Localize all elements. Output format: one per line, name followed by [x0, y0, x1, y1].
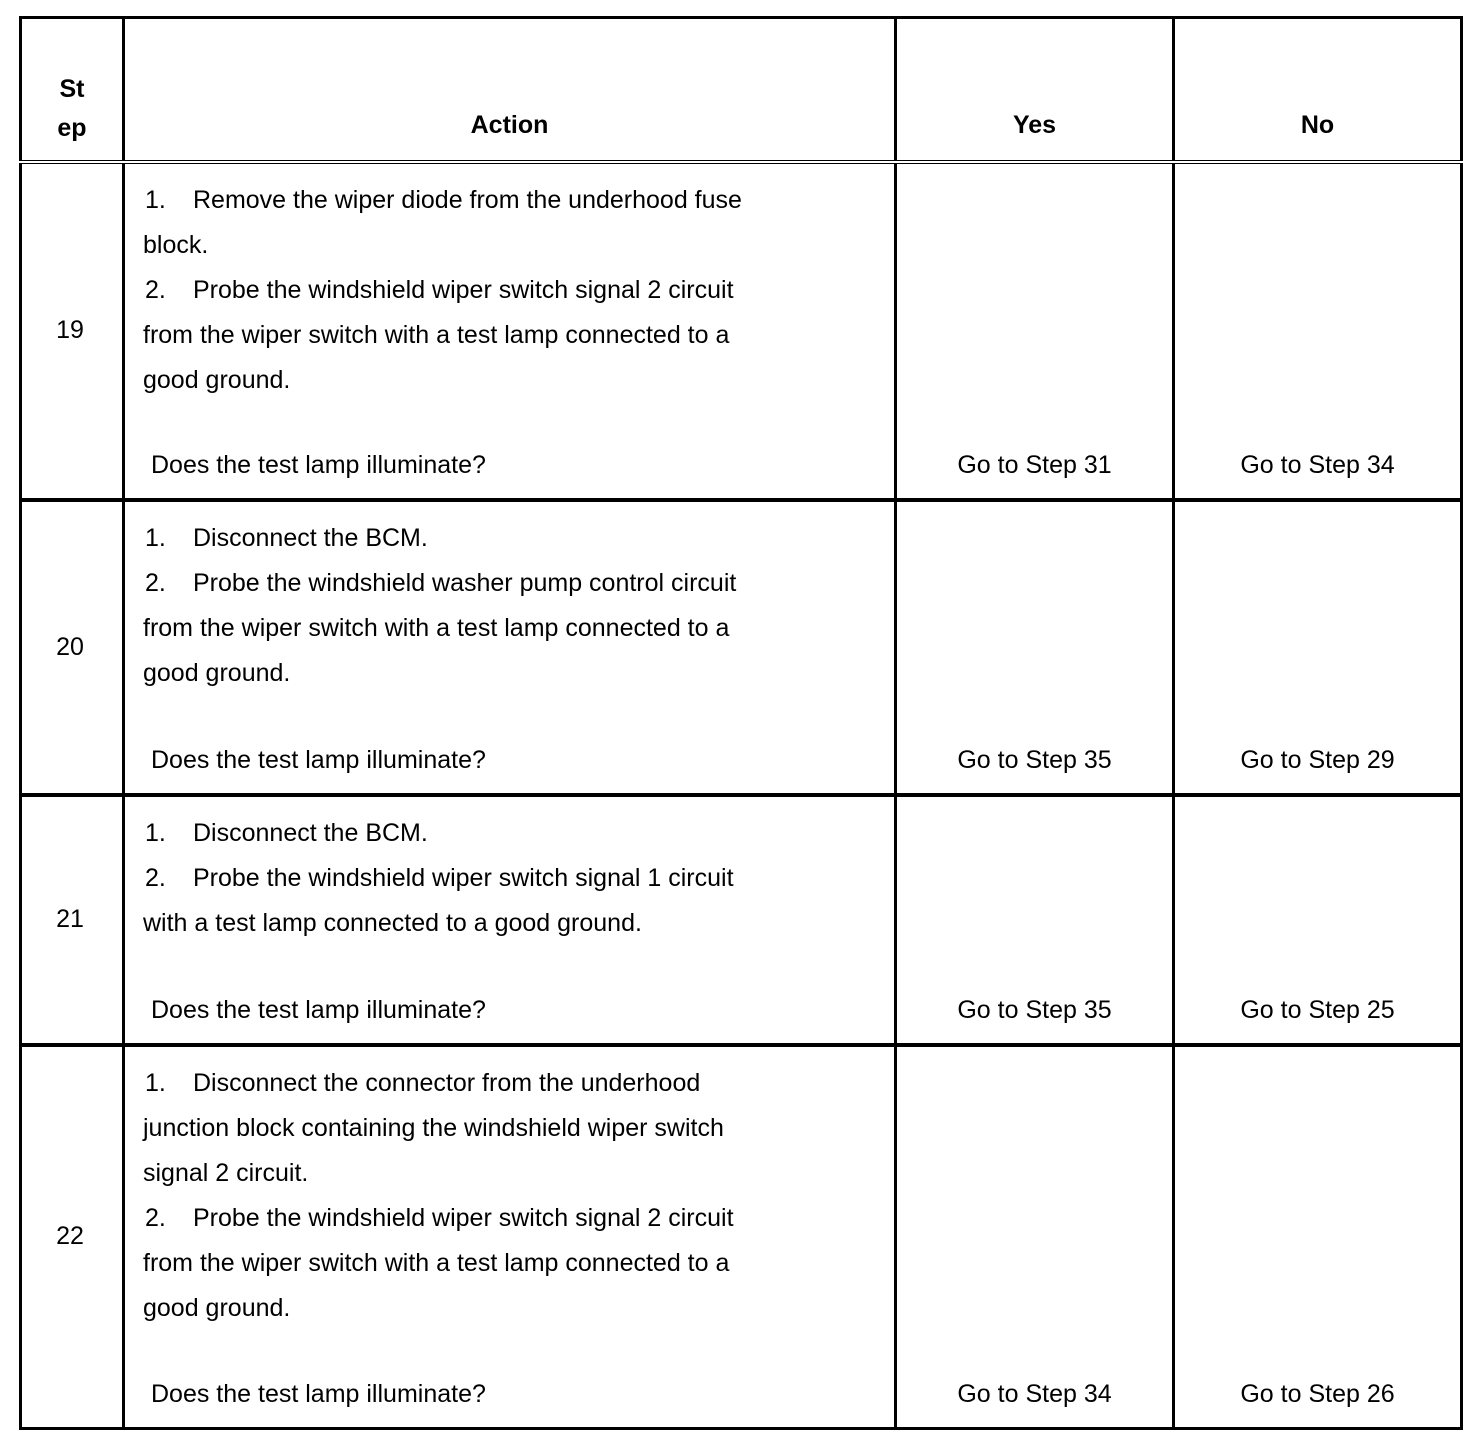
yes-result: Go to Step 35	[896, 500, 1174, 795]
question-text: Does the test lamp illuminate?	[151, 450, 486, 479]
action-cell	[124, 795, 896, 1045]
header-step-line-1: St	[59, 74, 85, 103]
step-number: 20	[21, 500, 124, 795]
table-row-step-21	[21, 795, 1462, 1045]
step-number: 19	[21, 162, 124, 500]
yes-result: Go to Step 31	[896, 162, 1174, 500]
item-text: Probe the windshield washer pump control circuit	[193, 568, 737, 597]
item-text-continued: good ground.	[143, 658, 291, 687]
item-text-continued: from the wiper switch with a test lamp connected to a	[143, 613, 730, 642]
action-item	[143, 561, 882, 606]
table-row-step-22	[21, 1045, 1462, 1429]
action-item	[143, 516, 882, 561]
item-text-continued: with a test lamp connected to a good ground.	[143, 908, 642, 937]
item-text: Probe the windshield wiper switch signal 1 circuit	[193, 863, 734, 892]
item-number: 2.	[145, 568, 166, 597]
yes-result: Go to Step 35	[896, 795, 1174, 1045]
no-result: Go to Step 26	[1174, 1045, 1462, 1429]
table-row-step-19	[21, 162, 1462, 500]
item-text-continued: from the wiper switch with a test lamp connected to a	[143, 320, 730, 349]
item-text: Probe the windshield wiper switch signal 2 circuit	[193, 1203, 734, 1232]
item-text: Remove the wiper diode from the underhood fuse	[193, 185, 742, 214]
item-text: Disconnect the BCM.	[193, 818, 428, 847]
action-item	[143, 1061, 882, 1106]
item-text-continued: signal 2 circuit.	[143, 1158, 309, 1187]
action-item	[143, 856, 882, 901]
no-result: Go to Step 25	[1174, 795, 1462, 1045]
action-cell	[124, 162, 896, 500]
step-number: 21	[21, 795, 124, 1045]
item-text-continued: junction block containing the windshield wiper switch	[143, 1113, 724, 1142]
item-number: 2.	[145, 275, 166, 304]
item-text-continued: good ground.	[143, 365, 291, 394]
yes-result: Go to Step 34	[896, 1045, 1174, 1429]
action-cell	[124, 1045, 896, 1429]
item-number: 2.	[145, 863, 166, 892]
action-item	[143, 178, 882, 223]
header-row	[21, 18, 1462, 162]
header-yes: Yes	[896, 18, 1174, 162]
item-number: 1.	[145, 1068, 166, 1097]
diagnostic-table	[19, 16, 1463, 1430]
header-step-line-2: ep	[57, 113, 87, 142]
question-text: Does the test lamp illuminate?	[151, 745, 486, 774]
action-item	[143, 811, 882, 856]
table-row-step-20	[21, 500, 1462, 795]
no-result: Go to Step 29	[1174, 500, 1462, 795]
action-item	[143, 1196, 882, 1241]
action-item	[143, 268, 882, 313]
header-step	[21, 18, 124, 162]
question-text: Does the test lamp illuminate?	[151, 995, 486, 1024]
item-text-continued: from the wiper switch with a test lamp connected to a	[143, 1248, 730, 1277]
item-text: Disconnect the connector from the underhood	[193, 1068, 701, 1097]
item-number: 1.	[145, 818, 166, 847]
item-number: 1.	[145, 185, 166, 214]
header-no: No	[1174, 18, 1462, 162]
item-text: Probe the windshield wiper switch signal 2 circuit	[193, 275, 734, 304]
action-cell	[124, 500, 896, 795]
item-text-continued: block.	[143, 230, 209, 259]
item-text: Disconnect the BCM.	[193, 523, 428, 552]
no-result: Go to Step 34	[1174, 162, 1462, 500]
item-number: 2.	[145, 1203, 166, 1232]
question-text: Does the test lamp illuminate?	[151, 1380, 486, 1408]
step-number: 22	[21, 1045, 124, 1429]
item-text-continued: good ground.	[143, 1293, 291, 1322]
header-action: Action	[124, 18, 896, 162]
item-number: 1.	[145, 523, 166, 552]
